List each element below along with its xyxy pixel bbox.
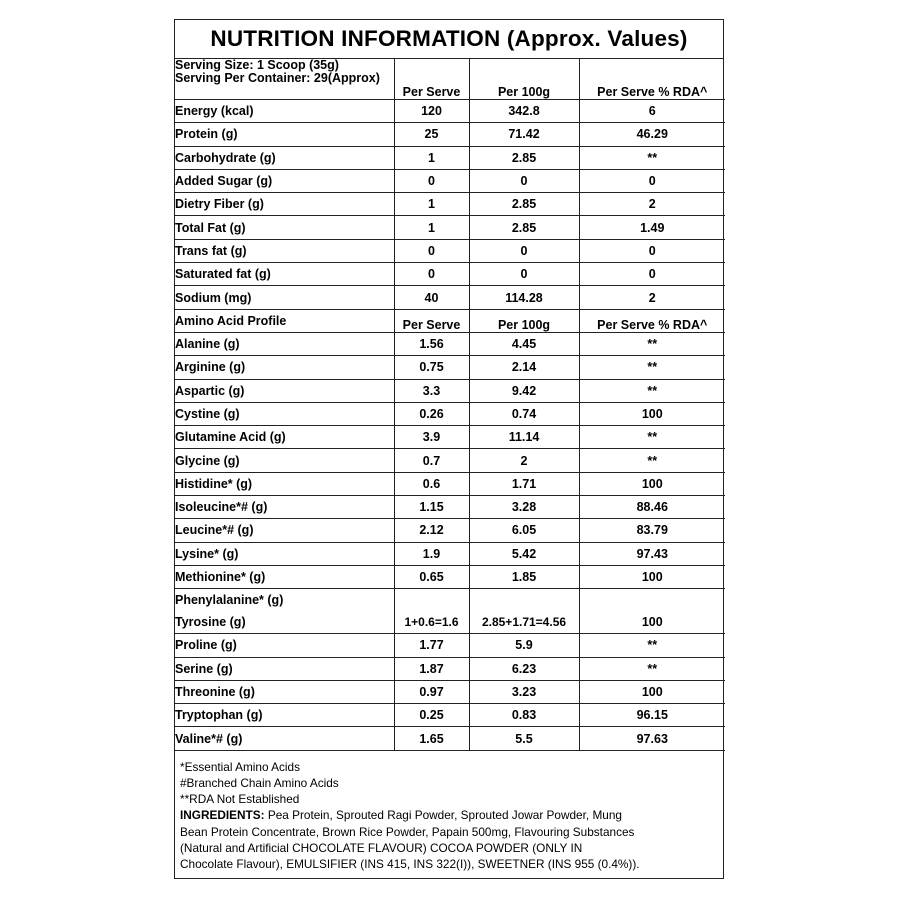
row-label: Isoleucine*# (g) [175,496,394,519]
per-100g-value: 11.14 [469,426,579,449]
per-100g-value: 1.85 [469,565,579,588]
phenylalanine-row [175,589,725,612]
rda-value: ** [579,356,725,379]
phe-per-100g-blank [469,589,579,612]
row-label: Cystine (g) [175,402,394,425]
row-label: Alanine (g) [175,332,394,355]
note-essential: *Essential Amino Acids [180,759,300,774]
amino-acid-row [175,542,725,565]
amino-section-title: Amino Acid Profile [175,309,394,332]
amino-acid-row [175,426,725,449]
row-label: Arginine (g) [175,356,394,379]
serving-size: Serving Size: 1 Scoop (35g) [175,59,339,72]
phe-rda-blank [579,589,725,612]
amino-acid-row [175,704,725,727]
amino-header-row [175,309,725,332]
amino-acid-row [175,379,725,402]
per-100g-value: 4.45 [469,332,579,355]
per-serve-value: 0.65 [394,565,469,588]
per-100g-value: 0 [469,263,579,286]
per-100g-value: 0 [469,169,579,192]
per-100g-value: 1.71 [469,472,579,495]
per-serve-value: 1.15 [394,496,469,519]
amino-acid-row [175,356,725,379]
per-100g-value: 114.28 [469,286,579,309]
per-100g-value: 3.23 [469,680,579,703]
row-label: Sodium (mg) [175,286,394,309]
per-serve-value: 0.75 [394,356,469,379]
per-serve-value: 0 [394,169,469,192]
rda-value: ** [579,332,725,355]
amino-header-rda: Per Serve % RDA^ [579,309,725,332]
row-label: Tryptophan (g) [175,704,394,727]
rda-value: ** [579,657,725,680]
nutrition-panel [174,19,724,879]
per-serve-value: 40 [394,286,469,309]
row-label: Phenylalanine* (g) [175,589,394,612]
amino-header-per-serve: Per Serve [394,309,469,332]
per-serve-value: 0.26 [394,402,469,425]
per-serve-value: 0 [394,239,469,262]
per-100g-value: 5.42 [469,542,579,565]
ingredients-line-3: (Natural and Artificial CHOCOLATE FLAVOUR) COCOA POWDER (ONLY IN [180,840,583,855]
rda-value: 0 [579,169,725,192]
rda-value: ** [579,379,725,402]
per-serve-value: 1.87 [394,657,469,680]
per-serve-value: 1+0.6=1.6 [394,611,469,634]
per-serve-value: 1 [394,146,469,169]
per-serve-value: 0 [394,263,469,286]
per-100g-value: 2.85 [469,193,579,216]
per-serve-value: 1.9 [394,542,469,565]
amino-acid-row [175,472,725,495]
rda-value: 100 [579,402,725,425]
amino-header-per-100g: Per 100g [469,309,579,332]
amino-acid-row [175,657,725,680]
row-label: Trans fat (g) [175,239,394,262]
row-label: Tyrosine (g) [175,611,394,634]
serving-info [175,59,394,100]
rda-value: 2 [579,193,725,216]
per-serve-value: 0.6 [394,472,469,495]
nutrient-row [175,123,725,146]
rda-value: 97.63 [579,727,725,750]
amino-acid-row [175,402,725,425]
per-serve-value: 1.77 [394,634,469,657]
row-label: Threonine (g) [175,680,394,703]
rda-value: 97.43 [579,542,725,565]
per-100g-value: 5.9 [469,634,579,657]
row-label: Glycine (g) [175,449,394,472]
amino-acid-row [175,519,725,542]
amino-acid-row [175,727,725,750]
rda-value: 88.46 [579,496,725,519]
per-100g-value: 0 [469,239,579,262]
rda-value: ** [579,634,725,657]
nutrient-row [175,146,725,169]
ingredients-line-1: Pea Protein, Sprouted Ragi Powder, Sprouted Jowar Powder, Mung [264,808,622,823]
rda-value: ** [579,449,725,472]
rda-value: 100 [579,680,725,703]
nutrient-row [175,239,725,262]
row-label: Carbohydrate (g) [175,146,394,169]
rda-value: ** [579,146,725,169]
rda-value: 0 [579,263,725,286]
row-label: Glutamine Acid (g) [175,426,394,449]
per-100g-value: 2 [469,449,579,472]
nutrient-row [175,193,725,216]
footnotes [175,751,723,872]
per-100g-value: 2.14 [469,356,579,379]
row-label: Aspartic (g) [175,379,394,402]
amino-acid-row [175,449,725,472]
row-label: Added Sugar (g) [175,169,394,192]
per-100g-value: 2.85 [469,216,579,239]
ingredients-line-2: Bean Protein Concentrate, Brown Rice Powder, Papain 500mg, Flavouring Substances [180,824,635,839]
rda-value: 0 [579,239,725,262]
phe-per-serve-blank [394,589,469,612]
per-100g-value: 0.83 [469,704,579,727]
note-rda: **RDA Not Established [180,792,300,807]
nutrient-row [175,100,725,123]
row-label: Protein (g) [175,123,394,146]
row-label: Valine*# (g) [175,727,394,750]
per-serve-value: 1.65 [394,727,469,750]
row-label: Dietry Fiber (g) [175,193,394,216]
nutrient-row [175,169,725,192]
row-label: Lysine* (g) [175,542,394,565]
column-header-per-serve: Per Serve [394,59,469,100]
per-100g-value: 6.23 [469,657,579,680]
per-serve-value: 3.3 [394,379,469,402]
per-serve-value: 1.56 [394,332,469,355]
serving-per-container: Serving Per Container: 29(Approx) [175,71,380,85]
rda-value: 2 [579,286,725,309]
per-100g-value: 5.5 [469,727,579,750]
per-100g-value: 3.28 [469,496,579,519]
amino-acid-row [175,680,725,703]
row-label: Total Fat (g) [175,216,394,239]
amino-acid-row [175,332,725,355]
rda-value: 46.29 [579,123,725,146]
per-serve-value: 0.97 [394,680,469,703]
row-label: Leucine*# (g) [175,519,394,542]
row-label: Saturated fat (g) [175,263,394,286]
per-100g-value: 2.85 [469,146,579,169]
nutrient-row [175,286,725,309]
row-label: Energy (kcal) [175,100,394,123]
per-serve-value: 1 [394,193,469,216]
per-100g-value: 2.85+1.71=4.56 [469,611,579,634]
per-serve-value: 3.9 [394,426,469,449]
rda-value: 96.15 [579,704,725,727]
per-serve-value: 120 [394,100,469,123]
amino-acid-row [175,496,725,519]
serving-header-row [175,59,725,100]
per-100g-value: 71.42 [469,123,579,146]
per-serve-value: 1 [394,216,469,239]
amino-acid-row [175,565,725,588]
amino-acid-row [175,634,725,657]
rda-value: 100 [579,611,725,634]
row-label: Histidine* (g) [175,472,394,495]
rda-value: ** [579,426,725,449]
ingredients-line-4: Chocolate Flavour), EMULSIFIER (INS 415, INS 322(I)), SWEETNER (INS 955 (0.4%)). [180,856,640,871]
nutrition-table [175,59,725,751]
per-serve-value: 2.12 [394,519,469,542]
nutrient-row [175,263,725,286]
ingredients [180,807,718,823]
row-label: Methionine* (g) [175,565,394,588]
per-serve-value: 0.7 [394,449,469,472]
rda-value: 6 [579,100,725,123]
rda-value: 1.49 [579,216,725,239]
per-100g-value: 9.42 [469,379,579,402]
column-header-per-100g: Per 100g [469,59,579,100]
nutrient-row [175,216,725,239]
row-label: Proline (g) [175,634,394,657]
ingredients-label: INGREDIENTS: [180,808,265,823]
page-title: NUTRITION INFORMATION (Approx. Values) [175,20,723,59]
per-serve-value: 25 [394,123,469,146]
per-serve-value: 0.25 [394,704,469,727]
column-header-rda: Per Serve % RDA^ [579,59,725,100]
rda-value: 83.79 [579,519,725,542]
tyrosine-row [175,611,725,634]
note-bcaa: #Branched Chain Amino Acids [180,775,339,790]
per-100g-value: 0.74 [469,402,579,425]
row-label: Serine (g) [175,657,394,680]
rda-value: 100 [579,472,725,495]
rda-value: 100 [579,565,725,588]
per-100g-value: 342.8 [469,100,579,123]
per-100g-value: 6.05 [469,519,579,542]
